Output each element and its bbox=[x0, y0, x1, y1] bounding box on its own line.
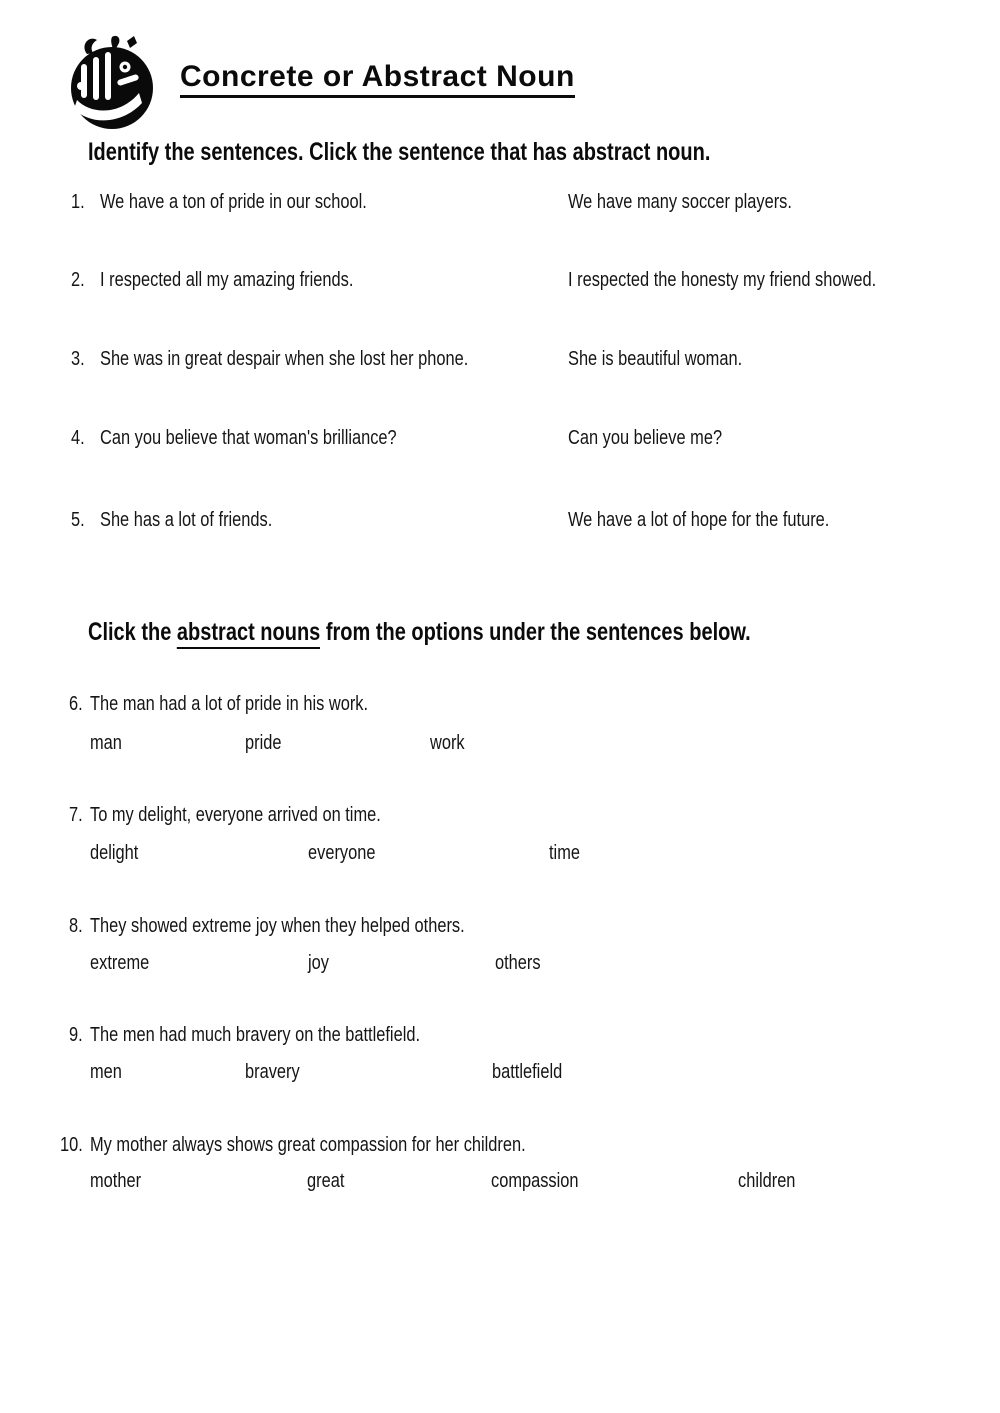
option-word[interactable]: man bbox=[90, 732, 122, 754]
option-word[interactable]: time bbox=[549, 842, 580, 864]
option-word[interactable]: others bbox=[495, 952, 541, 974]
option-word[interactable]: bravery bbox=[245, 1061, 300, 1083]
item-sentence: The man had a lot of pride in his work. bbox=[90, 693, 369, 715]
item-number: 4. bbox=[71, 427, 85, 449]
instruction-2-text bbox=[88, 618, 751, 646]
instruction-click-abstract-nouns bbox=[88, 618, 916, 646]
sentence-right[interactable]: We have a lot of hope for the future. bbox=[568, 509, 830, 531]
instruction-2-suffix: from the options under the sentences below. bbox=[320, 618, 751, 646]
item-number: 7. bbox=[69, 804, 83, 826]
instruction-identify-sentences bbox=[88, 138, 866, 166]
item-number: 6. bbox=[69, 693, 83, 715]
item-number: 8. bbox=[69, 915, 83, 937]
sentence-right[interactable]: I respected the honesty my friend showed. bbox=[568, 269, 877, 291]
option-word[interactable]: battlefield bbox=[492, 1061, 563, 1083]
sentence-right[interactable]: Can you believe me? bbox=[568, 427, 723, 449]
item-sentence: To my delight, everyone arrived on time. bbox=[90, 804, 381, 826]
sentence-left[interactable]: Can you believe that woman's brilliance? bbox=[100, 427, 397, 449]
instruction-1-text: Identify the sentences. Click the sentence that has abstract noun. bbox=[88, 138, 711, 166]
instruction-2-underlined: abstract nouns bbox=[177, 618, 320, 649]
sentence-left[interactable]: She has a lot of friends. bbox=[100, 509, 273, 531]
option-word[interactable]: delight bbox=[90, 842, 139, 864]
option-word[interactable]: compassion bbox=[491, 1170, 579, 1192]
option-word[interactable]: everyone bbox=[308, 842, 376, 864]
item-number: 10. bbox=[60, 1134, 83, 1156]
option-word[interactable]: great bbox=[307, 1170, 345, 1192]
item-number: 3. bbox=[71, 348, 85, 370]
option-word[interactable]: joy bbox=[308, 952, 329, 974]
option-word[interactable]: extreme bbox=[90, 952, 150, 974]
brand-logo-icon bbox=[57, 34, 162, 130]
item-sentence: They showed extreme joy when they helped others. bbox=[90, 915, 465, 937]
sentence-right[interactable]: She is beautiful woman. bbox=[568, 348, 743, 370]
option-word[interactable]: men bbox=[90, 1061, 122, 1083]
item-sentence: The men had much bravery on the battlefield. bbox=[90, 1024, 421, 1046]
option-word[interactable]: work bbox=[430, 732, 465, 754]
item-sentence: My mother always shows great compassion for her children. bbox=[90, 1134, 526, 1156]
sentence-left[interactable]: I respected all my amazing friends. bbox=[100, 269, 354, 291]
option-word[interactable]: mother bbox=[90, 1170, 142, 1192]
item-number: 5. bbox=[71, 509, 85, 531]
option-word[interactable]: children bbox=[738, 1170, 796, 1192]
option-word[interactable]: pride bbox=[245, 732, 282, 754]
page-title: Concrete or Abstract Noun bbox=[180, 60, 575, 98]
sentence-left[interactable]: We have a ton of pride in our school. bbox=[100, 191, 367, 213]
sentence-right[interactable]: We have many soccer players. bbox=[568, 191, 792, 213]
sentence-left[interactable]: She was in great despair when she lost her phone. bbox=[100, 348, 469, 370]
instruction-2-prefix: Click the bbox=[88, 618, 177, 646]
item-number: 9. bbox=[69, 1024, 83, 1046]
item-number: 2. bbox=[71, 269, 85, 291]
item-number: 1. bbox=[71, 191, 85, 213]
